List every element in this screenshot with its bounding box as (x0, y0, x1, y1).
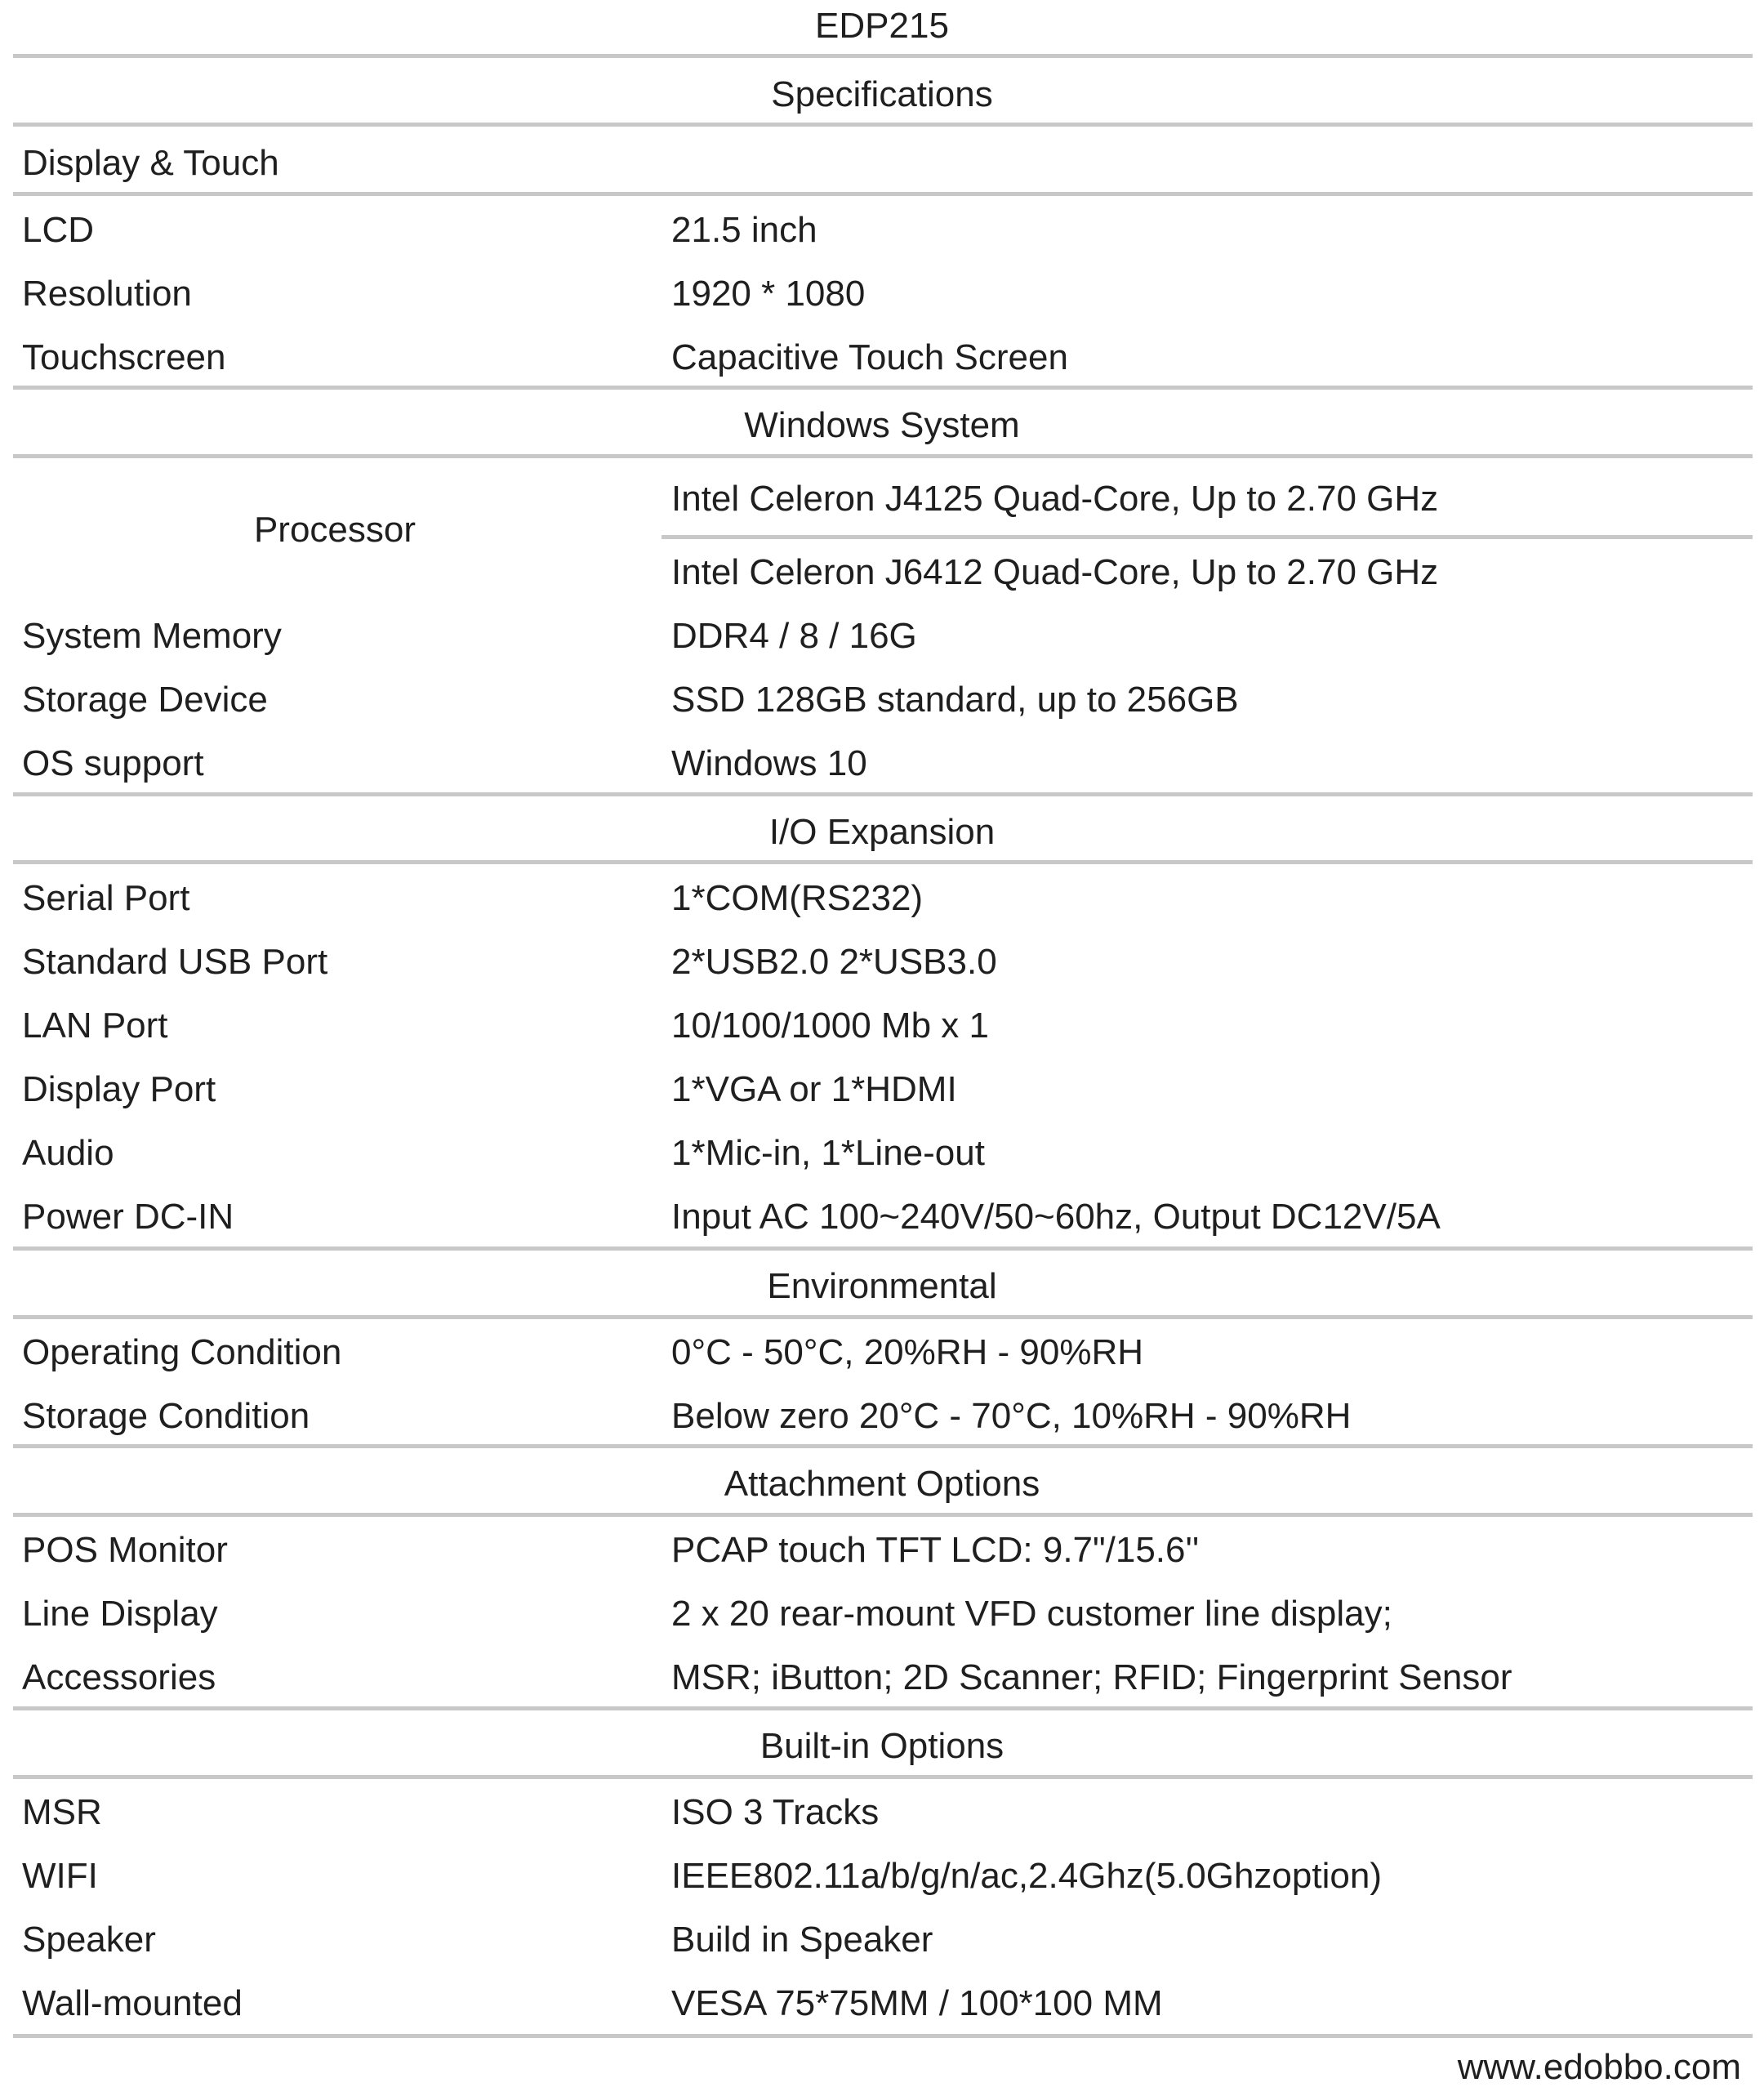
divider (13, 1775, 1753, 1779)
spec-value: Below zero 20°C - 70°C, 10%RH - 90%RH (671, 1396, 1352, 1436)
spec-label: OS support (22, 743, 204, 783)
spec-row-pos-monitor (0, 1518, 1764, 1582)
spec-label: Operating Condition (22, 1332, 342, 1372)
builtin-options-heading: Built-in Options (760, 1726, 1004, 1766)
spec-row-power-dc-in (0, 1185, 1764, 1249)
display-touch-heading: Display & Touch (22, 143, 279, 183)
spec-value: 0°C - 50°C, 20%RH - 90%RH (671, 1332, 1144, 1372)
processor-option-1 (0, 467, 1764, 531)
divider (13, 386, 1753, 390)
windows-system-heading: Windows System (744, 405, 1020, 445)
spec-label: Accessories (22, 1657, 216, 1697)
spec-label: LAN Port (22, 1006, 168, 1046)
spec-row-speaker (0, 1908, 1764, 1972)
spec-value: 1*Mic-in, 1*Line-out (671, 1133, 985, 1173)
io-expansion-heading: I/O Expansion (768, 812, 996, 852)
spec-label: Standard USB Port (22, 942, 328, 982)
spec-row-audio (0, 1122, 1764, 1185)
spec-row-serial-port (0, 867, 1764, 930)
specifications-heading: Specifications (771, 74, 993, 114)
spec-row-usb-port (0, 930, 1764, 994)
spec-label: LCD (22, 210, 95, 250)
divider (13, 54, 1753, 58)
divider (13, 860, 1753, 864)
spec-label: Storage Device (22, 680, 268, 720)
spec-value: 2 x 20 rear-mount VFD customer line display; (671, 1594, 1392, 1634)
website-url: www.edobbo.com (1457, 2047, 1741, 2087)
spec-row-storage-device (0, 668, 1764, 732)
display-touch-heading-row (0, 132, 1764, 195)
spec-row-wall-mounted (0, 1972, 1764, 2036)
divider (13, 1444, 1753, 1448)
spec-value: Build in Speaker (671, 1920, 933, 1960)
spec-value: 21.5 inch (671, 210, 817, 250)
spec-label: Display Port (22, 1069, 216, 1109)
divider (13, 792, 1753, 796)
processor-option-2 (0, 541, 1764, 604)
spec-label: Line Display (22, 1594, 218, 1634)
spec-value: 2*USB2.0 2*USB3.0 (671, 942, 997, 982)
spec-label: Touchscreen (22, 337, 226, 377)
spec-row-system-memory (0, 604, 1764, 668)
spec-row-operating-condition (0, 1321, 1764, 1385)
spec-row-storage-condition (0, 1385, 1764, 1448)
spec-value: 1*VGA or 1*HDMI (671, 1069, 957, 1109)
spec-value: 1*COM(RS232) (671, 878, 924, 918)
spec-row-touchscreen (0, 326, 1764, 390)
divider (13, 192, 1753, 196)
spec-value: Capacitive Touch Screen (671, 337, 1068, 377)
spec-row-os-support (0, 732, 1764, 796)
spec-value: SSD 128GB standard, up to 256GB (671, 680, 1239, 720)
spec-row-lcd (0, 198, 1764, 262)
spec-value: Intel Celeron J4125 Quad-Core, Up to 2.70 GHz (671, 479, 1439, 519)
spec-row-line-display (0, 1582, 1764, 1646)
spec-value: 10/100/1000 Mb x 1 (671, 1006, 989, 1046)
spec-label: Wall-mounted (22, 1983, 243, 2023)
spec-row-msr (0, 1781, 1764, 1844)
spec-value: Intel Celeron J6412 Quad-Core, Up to 2.70 GHz (671, 552, 1439, 592)
divider (13, 1246, 1753, 1251)
spec-row-accessories (0, 1646, 1764, 1710)
spec-label: Storage Condition (22, 1396, 310, 1436)
spec-value: MSR; iButton; 2D Scanner; RFID; Fingerprint Sensor (671, 1657, 1512, 1697)
spec-label: System Memory (22, 616, 282, 656)
divider (13, 2034, 1753, 2038)
environmental-heading: Environmental (767, 1266, 997, 1306)
spec-value: ISO 3 Tracks (671, 1792, 880, 1832)
spec-label: POS Monitor (22, 1530, 228, 1570)
spec-value: VESA 75*75MM / 100*100 MM (671, 1983, 1163, 2023)
divider (13, 1513, 1753, 1517)
spec-label: Serial Port (22, 878, 190, 918)
spec-label: Power DC-IN (22, 1197, 234, 1237)
divider (13, 1706, 1753, 1710)
spec-row-lan-port (0, 994, 1764, 1058)
processor-label: Processor (253, 510, 416, 550)
divider (13, 454, 1753, 458)
spec-row-display-port (0, 1058, 1764, 1122)
spec-value: PCAP touch TFT LCD: 9.7"/15.6'' (671, 1530, 1200, 1570)
spec-label: Resolution (22, 274, 192, 314)
spec-value: 1920 * 1080 (671, 274, 866, 314)
spec-value: DDR4 / 8 / 16G (671, 616, 917, 656)
attachment-options-heading: Attachment Options (724, 1464, 1040, 1504)
spec-value: IEEE802.11a/b/g/n/ac,2.4Ghz(5.0Ghzoption) (671, 1856, 1382, 1896)
spec-label: MSR (22, 1792, 102, 1832)
spec-label: Audio (22, 1133, 114, 1173)
divider (13, 1315, 1753, 1319)
divider (13, 123, 1753, 127)
spec-label: WIFI (22, 1856, 98, 1896)
spec-value: Windows 10 (671, 743, 867, 783)
spec-row-wifi (0, 1844, 1764, 1908)
processor-divider (662, 535, 1753, 539)
spec-value: Input AC 100~240V/50~60hz, Output DC12V/5A (671, 1197, 1441, 1237)
product-model-title: EDP215 (815, 6, 949, 46)
spec-label: Speaker (22, 1920, 156, 1960)
spec-row-resolution (0, 262, 1764, 326)
